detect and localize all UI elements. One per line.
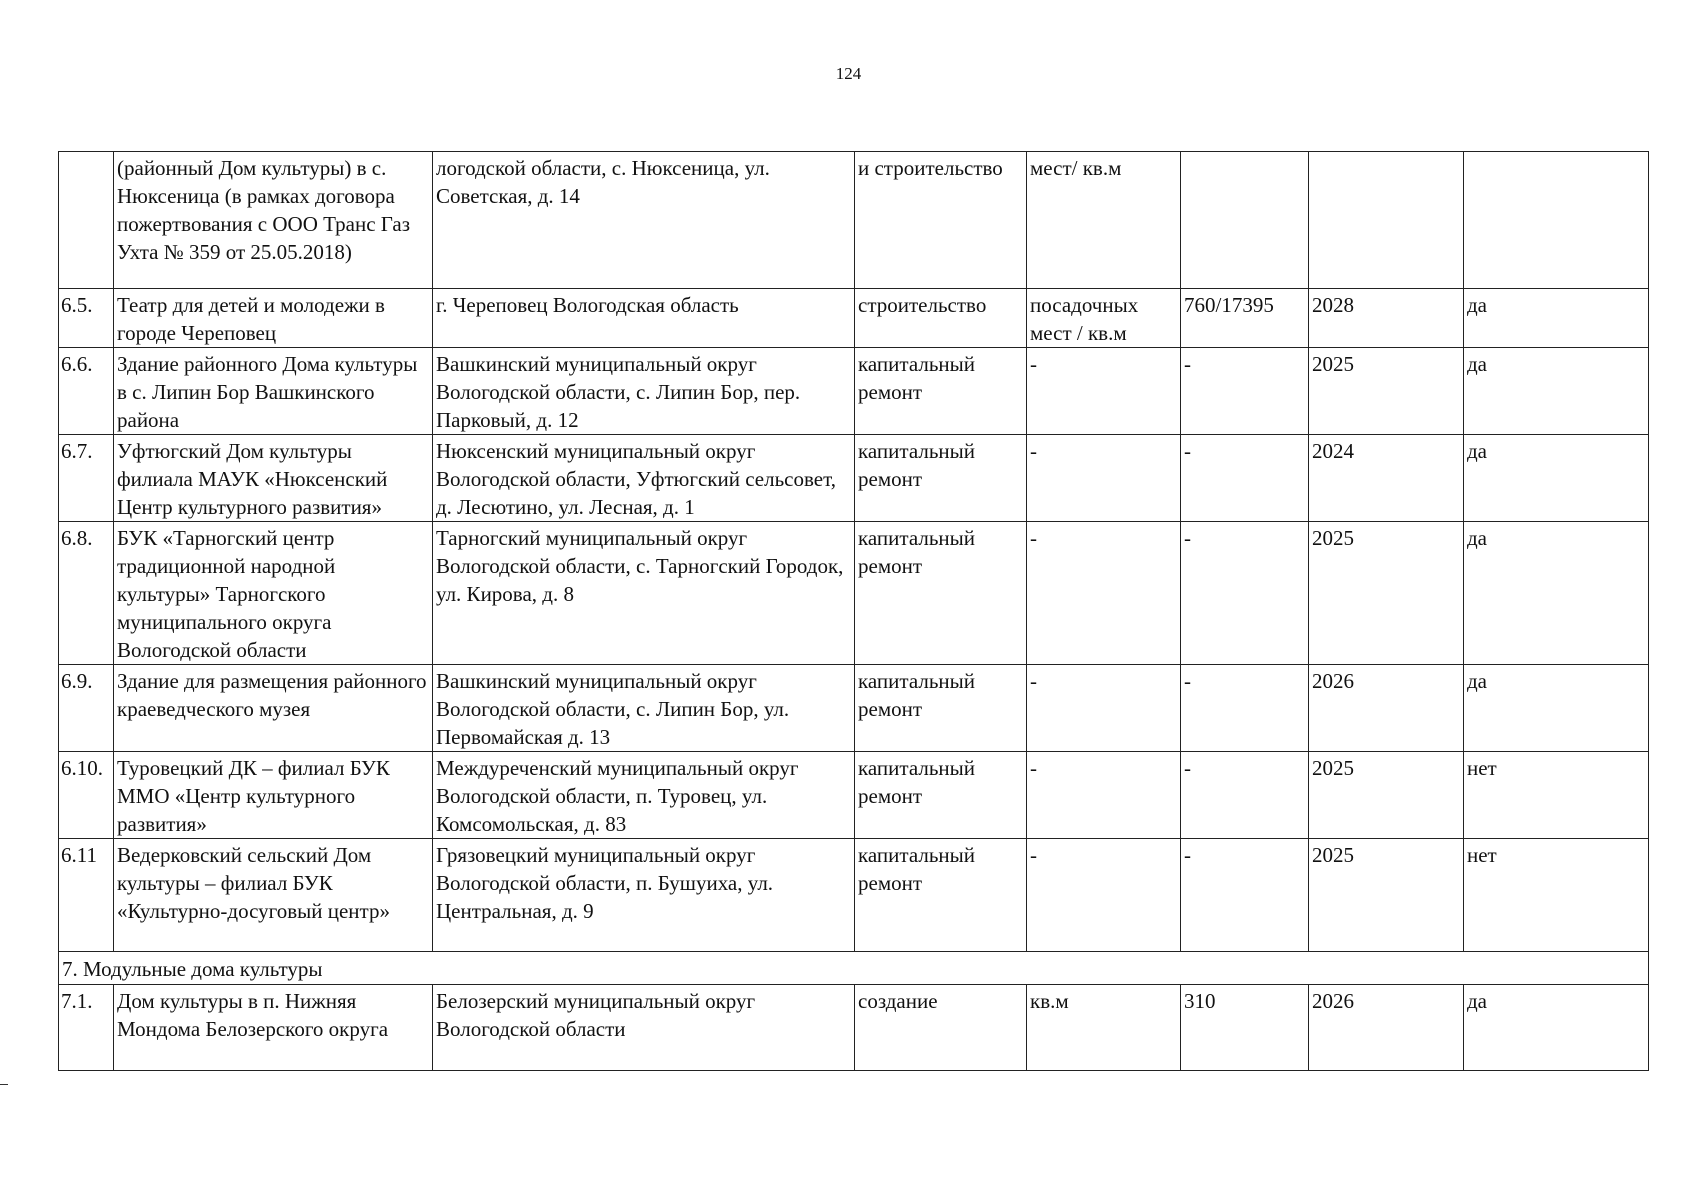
work-type: и строительство [855, 152, 1027, 289]
status-flag: нет [1464, 839, 1649, 952]
section-row [59, 952, 1649, 985]
object-name: Здание районного Дома культуры в с. Липин Бор Вашкинского района [114, 348, 433, 435]
completion-year: 2026 [1309, 665, 1464, 752]
work-type: капитальный ремонт [855, 839, 1027, 952]
status-flag: да [1464, 985, 1649, 1071]
table-row [59, 522, 1649, 665]
work-type: капитальный ремонт [855, 665, 1027, 752]
capacity-value: - [1181, 665, 1309, 752]
item-number: 6.8. [59, 522, 114, 665]
capacity-value: - [1181, 839, 1309, 952]
objects-table [58, 151, 1649, 1071]
object-address: Вашкинский муниципальный округ Вологодской области, с. Липин Бор, пер. Парковый, д. 12 [433, 348, 855, 435]
table-row [59, 985, 1649, 1071]
completion-year: 2025 [1309, 348, 1464, 435]
item-number [59, 152, 114, 289]
capacity-value: 310 [1181, 985, 1309, 1071]
object-name: Театр для детей и молодежи в городе Череповец [114, 289, 433, 348]
object-address: Грязовецкий муниципальный округ Вологодской области, п. Бушуиха, ул. Центральная, д. 9 [433, 839, 855, 952]
capacity-unit: кв.м [1027, 985, 1181, 1071]
status-flag: нет [1464, 752, 1649, 839]
capacity-value: - [1181, 435, 1309, 522]
item-number: 7.1. [59, 985, 114, 1071]
capacity-unit: - [1027, 435, 1181, 522]
completion-year: 2025 [1309, 752, 1464, 839]
item-number: 6.9. [59, 665, 114, 752]
work-type: капитальный ремонт [855, 522, 1027, 665]
table-row [59, 152, 1649, 289]
capacity-value [1181, 152, 1309, 289]
object-name: Уфтюгский Дом культуры филиала МАУК «Нюксенский Центр культурного развития» [114, 435, 433, 522]
table-row [59, 289, 1649, 348]
work-type: капитальный ремонт [855, 435, 1027, 522]
item-number: 6.5. [59, 289, 114, 348]
object-address: Междуреченский муниципальный округ Вологодской области, п. Туровец, ул. Комсомольская, д. 83 [433, 752, 855, 839]
object-name: БУК «Тарногский центр традиционной народной культуры» Тарногского муниципального округа Вологодской области [114, 522, 433, 665]
table-row [59, 839, 1649, 952]
item-number: 6.11 [59, 839, 114, 952]
object-address: Тарногский муниципальный округ Вологодской области, с. Тарногский Городок, ул. Кирова, д. 8 [433, 522, 855, 665]
completion-year: 2024 [1309, 435, 1464, 522]
page-number: 124 [835, 64, 862, 83]
completion-year: 2026 [1309, 985, 1464, 1071]
object-address: Нюксенский муниципальный округ Вологодской области, Уфтюгский сельсовет, д. Лесютино, ул. Лесная, д. 1 [433, 435, 855, 522]
capacity-unit: посадочных мест / кв.м [1027, 289, 1181, 348]
object-address: г. Череповец Вологодская область [433, 289, 855, 348]
capacity-unit: мест/ кв.м [1027, 152, 1181, 289]
margin-mark [0, 1084, 8, 1085]
object-name: Здание для размещения районного краеведческого музея [114, 665, 433, 752]
capacity-value: 760/17395 [1181, 289, 1309, 348]
object-name: (районный Дом культуры) в с. Нюксеница (в рамках договора пожертвования с ООО Транс Газ Ухта № 359 от 25.05.2018) [114, 152, 433, 289]
work-type: создание [855, 985, 1027, 1071]
capacity-value: - [1181, 752, 1309, 839]
capacity-unit: - [1027, 665, 1181, 752]
section-title: 7. Модульные дома культуры [59, 952, 1649, 985]
table-row [59, 752, 1649, 839]
status-flag: да [1464, 348, 1649, 435]
status-flag: да [1464, 435, 1649, 522]
capacity-unit: - [1027, 348, 1181, 435]
object-address: Вашкинский муниципальный округ Вологодской области, с. Липин Бор, ул. Первомайская д. 13 [433, 665, 855, 752]
table-row [59, 435, 1649, 522]
completion-year: 2025 [1309, 839, 1464, 952]
table-row [59, 665, 1649, 752]
object-name: Дом культуры в п. Нижняя Мондома Белозерского округа [114, 985, 433, 1071]
item-number: 6.10. [59, 752, 114, 839]
capacity-unit: - [1027, 522, 1181, 665]
object-name: Ведерковский сельский Дом культуры – филиал БУК «Культурно-досуговый центр» [114, 839, 433, 952]
work-type: капитальный ремонт [855, 752, 1027, 839]
capacity-value: - [1181, 522, 1309, 665]
completion-year [1309, 152, 1464, 289]
table-body [59, 152, 1649, 1071]
object-name: Туровецкий ДК – филиал БУК ММО «Центр культурного развития» [114, 752, 433, 839]
work-type: капитальный ремонт [855, 348, 1027, 435]
object-address: логодской области, с. Нюксеница, ул. Советская, д. 14 [433, 152, 855, 289]
status-flag [1464, 152, 1649, 289]
completion-year: 2025 [1309, 522, 1464, 665]
capacity-unit: - [1027, 752, 1181, 839]
object-address: Белозерский муниципальный округ Вологодской области [433, 985, 855, 1071]
item-number: 6.7. [59, 435, 114, 522]
work-type: строительство [855, 289, 1027, 348]
capacity-value: - [1181, 348, 1309, 435]
completion-year: 2028 [1309, 289, 1464, 348]
table-row [59, 348, 1649, 435]
status-flag: да [1464, 289, 1649, 348]
status-flag: да [1464, 522, 1649, 665]
item-number: 6.6. [59, 348, 114, 435]
capacity-unit: - [1027, 839, 1181, 952]
status-flag: да [1464, 665, 1649, 752]
